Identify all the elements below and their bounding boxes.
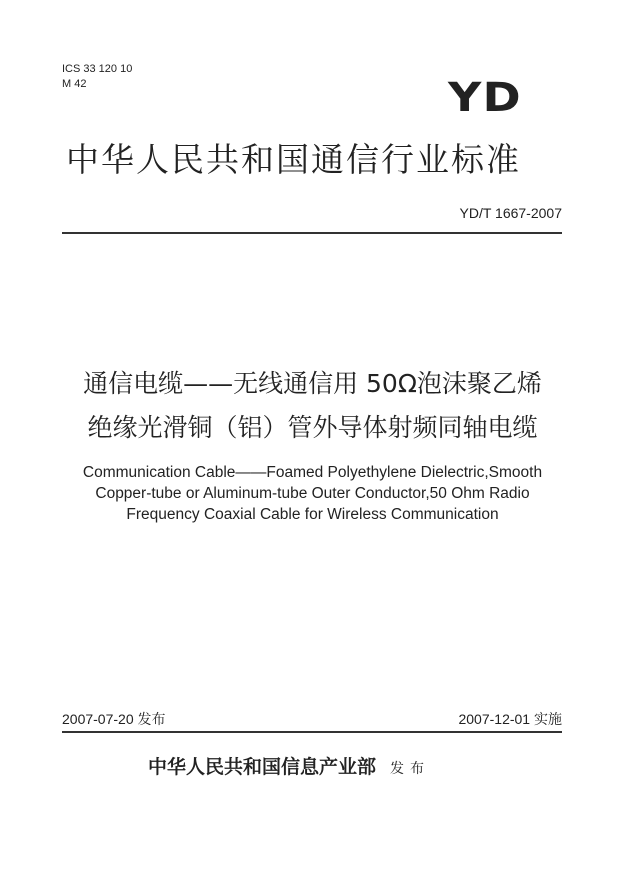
effective-date: 2007-12-01 实施 (458, 711, 562, 727)
title-en-line2: Copper-tube or Aluminum-tube Outer Conductor,50 Ohm Radio (95, 485, 530, 502)
title-en-line3: Frequency Coaxial Cable for Wireless Communication (126, 506, 499, 523)
title-en-line1: Communication Cable——Foamed Polyethylene Dielectric,Smooth (82, 464, 543, 481)
issue-date: 2007-07-20 发布 (62, 711, 166, 727)
top-divider (62, 232, 562, 234)
main-title: 中华人民共和国通信行业标准 (66, 140, 521, 179)
class-code: M 42 (62, 78, 87, 90)
yd-logo: YD (448, 75, 522, 121)
title-en (40, 462, 585, 525)
title-cn-line1: 通信电缆——无线通信用 50Ω泡沫聚乙烯 (83, 369, 542, 398)
title-cn-line2: 绝缘光滑铜（铝）管外导体射频同轴电缆 (87, 413, 538, 442)
bottom-divider (62, 731, 562, 733)
publisher-action: 发布 (390, 761, 431, 777)
publisher (148, 752, 430, 779)
ics-code: ICS 33 120 10 (62, 63, 133, 75)
standard-number: YD/T 1667-2007 (459, 205, 562, 221)
publisher-name: 中华人民共和国信息产业部 (148, 756, 377, 778)
classification-codes (62, 62, 132, 92)
